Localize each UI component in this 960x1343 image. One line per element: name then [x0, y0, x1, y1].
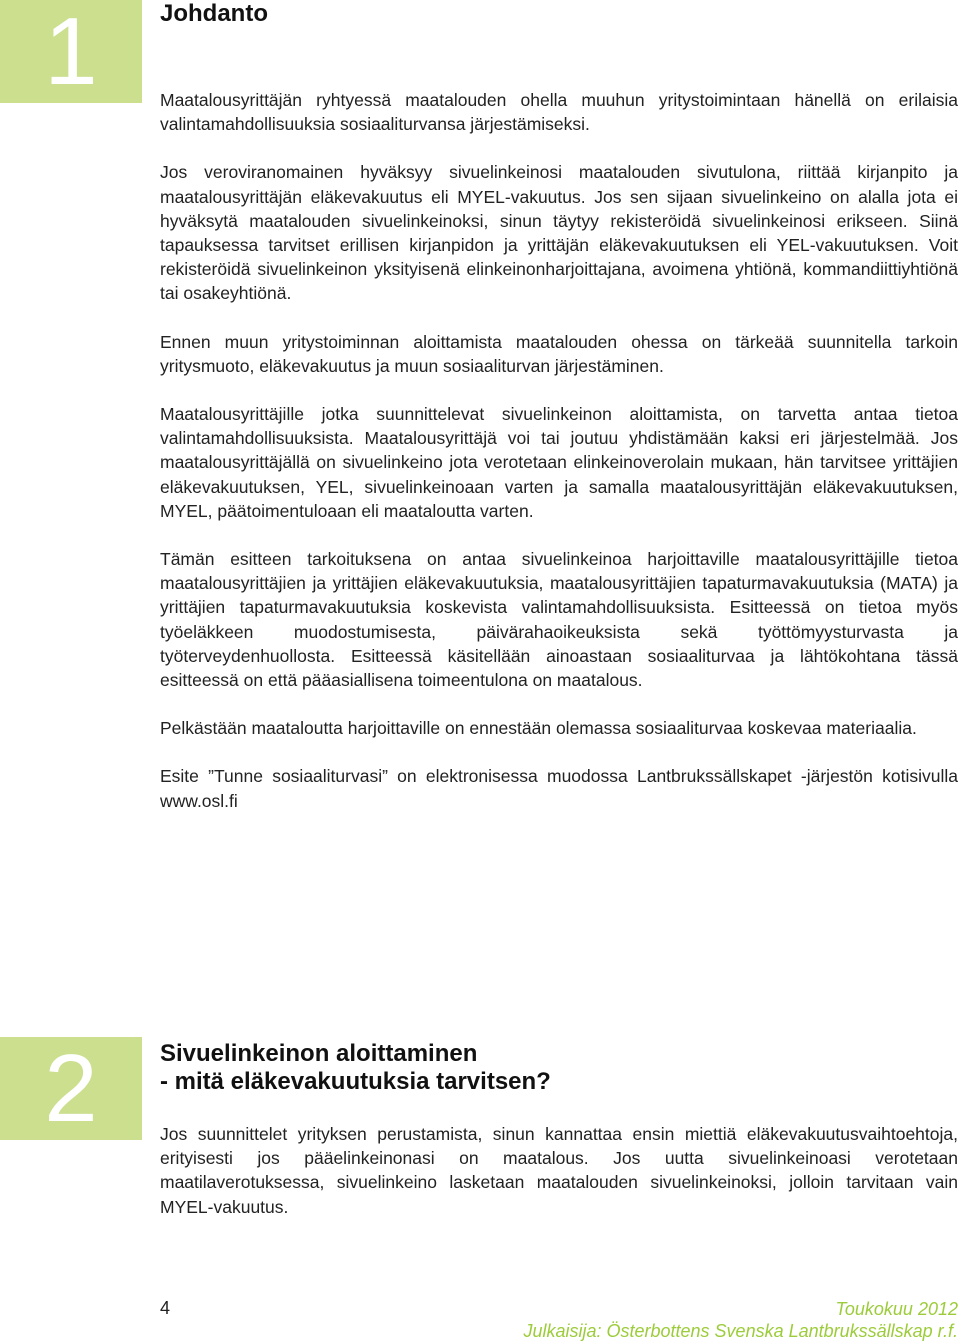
- section-starting-business: [160, 1040, 958, 1243]
- section-title-line2: - mitä eläkevakuutuksia tarvitsen?: [160, 1068, 551, 1095]
- page-number: 4: [160, 1298, 171, 1318]
- paragraph: Jos suunnittelet yrityksen perustamista, sinun kannattaa ensin miettiä eläkevakuutusvaihtoehtoja, erityisesti jos pääelinkeinonasi on maatalous. Jos uutta sivuelinkeinoasi verotetaan maatilaverotuksessa, sivuelinkeino lasketaan maatalouden sivuelinkeinoksi, jolloin tarvitaan vain MYEL-vakuutus.: [160, 1124, 958, 1217]
- footer-date: Toukokuu 2012: [835, 1299, 958, 1319]
- paragraph: Jos veroviranomainen hyväksyy sivuelinkeinosi maatalouden sivutulona, riittää kirjanpito ja maatalousyrittäjän eläkevakuutus eli MYEL-vakuutus. Jos sen sijaan sivuelinkeino on alalla jota ei hyväksytä maatalouden sivuelinkeinoksi, sinun täytyy rekisteröidä sivuelinkeinosi erikseen. Siinä tapauksessa tarvitset erillisen kirjanpidon ja yrittäjän eläkevakuutuksen eli YEL-vakuutuksen. Voit rekisteröidä sivuelinkeinon yksityisenä elinkeinonharjoittajana, avoimena yhtiönä, kommandiittiyhtiönä tai osakeyhtiönä.: [160, 162, 958, 304]
- section-title: [160, 1040, 958, 1096]
- paragraph: Tämän esitteen tarkoituksena on antaa sivuelinkeinoa harjoittaville maatalousyrittäjille tietoa maatalousyrittäjien ja yrittäjien eläkevakuutuksia, maatalousyrittäjien tapaturmavakuutuksia (MATA) ja yrittäjien tapaturmavakuutuksia koskevista valintamahdollisuuksista. Esitteessä on tietoa myös työeläkkeen muodostumisesta, päivärahaoikeuksista sekä työttömyysturvasta ja työterveydenhuollosta. Esitteessä käsitellään ainoastaan sosiaaliturvaa ja lähtökohtana tässä esitteessä on että pääasiallisena toimeentulona on maatalous.: [160, 549, 958, 691]
- section-body: [160, 88, 958, 813]
- section-body: [160, 1122, 958, 1219]
- section-number-box: [0, 1037, 142, 1140]
- section-title: Johdanto: [160, 0, 268, 27]
- section-number: 1: [44, 0, 98, 103]
- paragraph: Ennen muun yritystoiminnan aloittamista maatalouden ohessa on tärkeää suunnitella tarkoin yritysmuoto, eläkevakuutus ja muun sosiaaliturvan järjestäminen.: [160, 331, 958, 376]
- footer-publisher: Julkaisija: Österbottens Svenska Lantbrukssällskap r.f.: [523, 1321, 958, 1341]
- paragraph: Maatalousyrittäjän ryhtyessä maatalouden ohella muuhun yritystoimintaan hänellä on erilaisia valintamahdollisuuksia sosiaaliturvansa järjestämiseksi.: [160, 90, 958, 135]
- paragraph: Esite ”Tunne sosiaaliturvasi” on elektronisessa muodossa Lantbrukssällskapet -järjestön kotisivulla www.osl.fi: [160, 766, 958, 811]
- section-number-box: [0, 0, 142, 103]
- paragraph: Pelkästään maataloutta harjoittaville on ennestään olemassa sosiaaliturvaa koskevaa materiaalia.: [160, 718, 917, 739]
- section-introduction: [160, 0, 958, 837]
- section-number: 2: [44, 1037, 98, 1140]
- footer-info: [523, 1298, 958, 1342]
- paragraph: Maatalousyrittäjille jotka suunnittelevat sivuelinkeinon aloittamista, on tarvetta antaa tietoa valintamahdollisuuksista. Maatalousyrittäjä voi tai joutuu yhdistämään kaksi eri järjestelmää. Jos maatalousyrittäjällä on sivuelinkeino jota verotetaan elinkeinoverolain mukaan, hän tarvitsee yrittäjien eläkevakuutuksen, YEL, sivuelinkeinoaan varten ja samalla maatalousyrittäjän eläkevakuutuksen, MYEL, päätoimentuloaan eli maataloutta varten.: [160, 404, 958, 521]
- section-title-line1: Sivuelinkeinon aloittaminen: [160, 1040, 478, 1067]
